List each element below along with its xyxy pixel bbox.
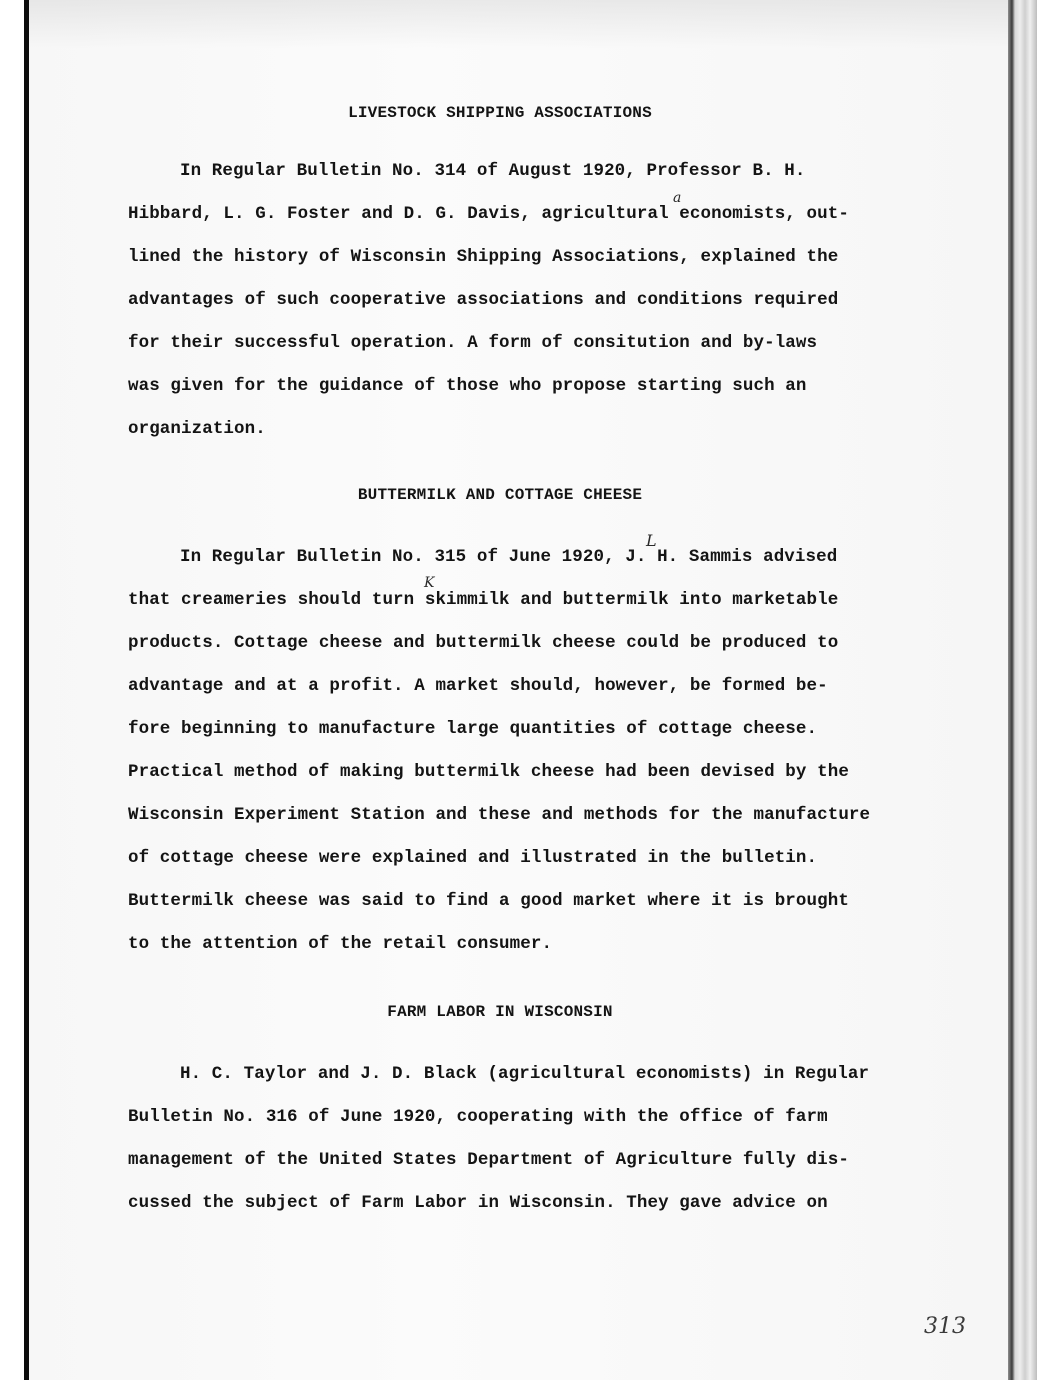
section-heading-livestock: LIVESTOCK SHIPPING ASSOCIATIONS [348, 104, 652, 122]
paragraph-line: Buttermilk cheese was said to find a good market where it is brought [128, 891, 849, 911]
paragraph-line: Wisconsin Experiment Station and these and methods for the manufacture [128, 805, 871, 825]
paragraph-line: In Regular Bulletin No. 314 of August 1920, Professor B. H. [180, 161, 806, 181]
paragraph-line: Hibbard, L. G. Foster and D. G. Davis, agricultural economists, out- [128, 204, 849, 224]
paragraph-line: cussed the subject of Farm Labor in Wisconsin. They gave advice on [128, 1193, 828, 1213]
handwritten-correction: K [424, 575, 435, 591]
paragraph-line: Practical method of making buttermilk cheese had been devised by the [128, 762, 849, 782]
paragraph-line: that creameries should turn skimmilk and buttermilk into marketable [128, 590, 839, 610]
paragraph-line: of cottage cheese were explained and illustrated in the bulletin. [128, 848, 818, 868]
paragraph-line: for their successful operation. A form of consitution and by-laws [128, 333, 818, 353]
paragraph-line: to the attention of the retail consumer. [128, 934, 553, 954]
page-stack-edge [1008, 0, 1037, 1380]
paragraph-line: fore beginning to manufacture large quantities of cottage cheese. [128, 719, 818, 739]
paragraph-line: advantage and at a profit. A market should, however, be formed be- [128, 676, 828, 696]
paragraph-line: management of the United States Department of Agriculture fully dis- [128, 1150, 849, 1170]
handwritten-correction: L [646, 531, 657, 550]
paragraph-line: organization. [128, 419, 266, 439]
page-number: 313 [924, 1314, 966, 1339]
section-heading-farm-labor: FARM LABOR IN WISCONSIN [387, 1003, 613, 1021]
paragraph-line: advantages of such cooperative associations and conditions required [128, 290, 839, 310]
paragraph-line: products. Cottage cheese and buttermilk cheese could be produced to [128, 633, 839, 653]
paragraph-line: was given for the guidance of those who propose starting such an [128, 376, 807, 396]
section-heading-buttermilk: BUTTERMILK AND COTTAGE CHEESE [357, 486, 643, 504]
paragraph-line: In Regular Bulletin No. 315 of June 1920, J. H. Sammis advised [180, 547, 838, 567]
bleed-through-shadow [29, 0, 1008, 48]
paragraph-line: H. C. Taylor and J. D. Black (agricultural economists) in Regular [180, 1064, 870, 1084]
paragraph-line: Bulletin No. 316 of June 1920, cooperating with the office of farm [128, 1107, 828, 1127]
handwritten-correction: a [673, 190, 682, 206]
paragraph-line: lined the history of Wisconsin Shipping Associations, explained the [128, 247, 839, 267]
